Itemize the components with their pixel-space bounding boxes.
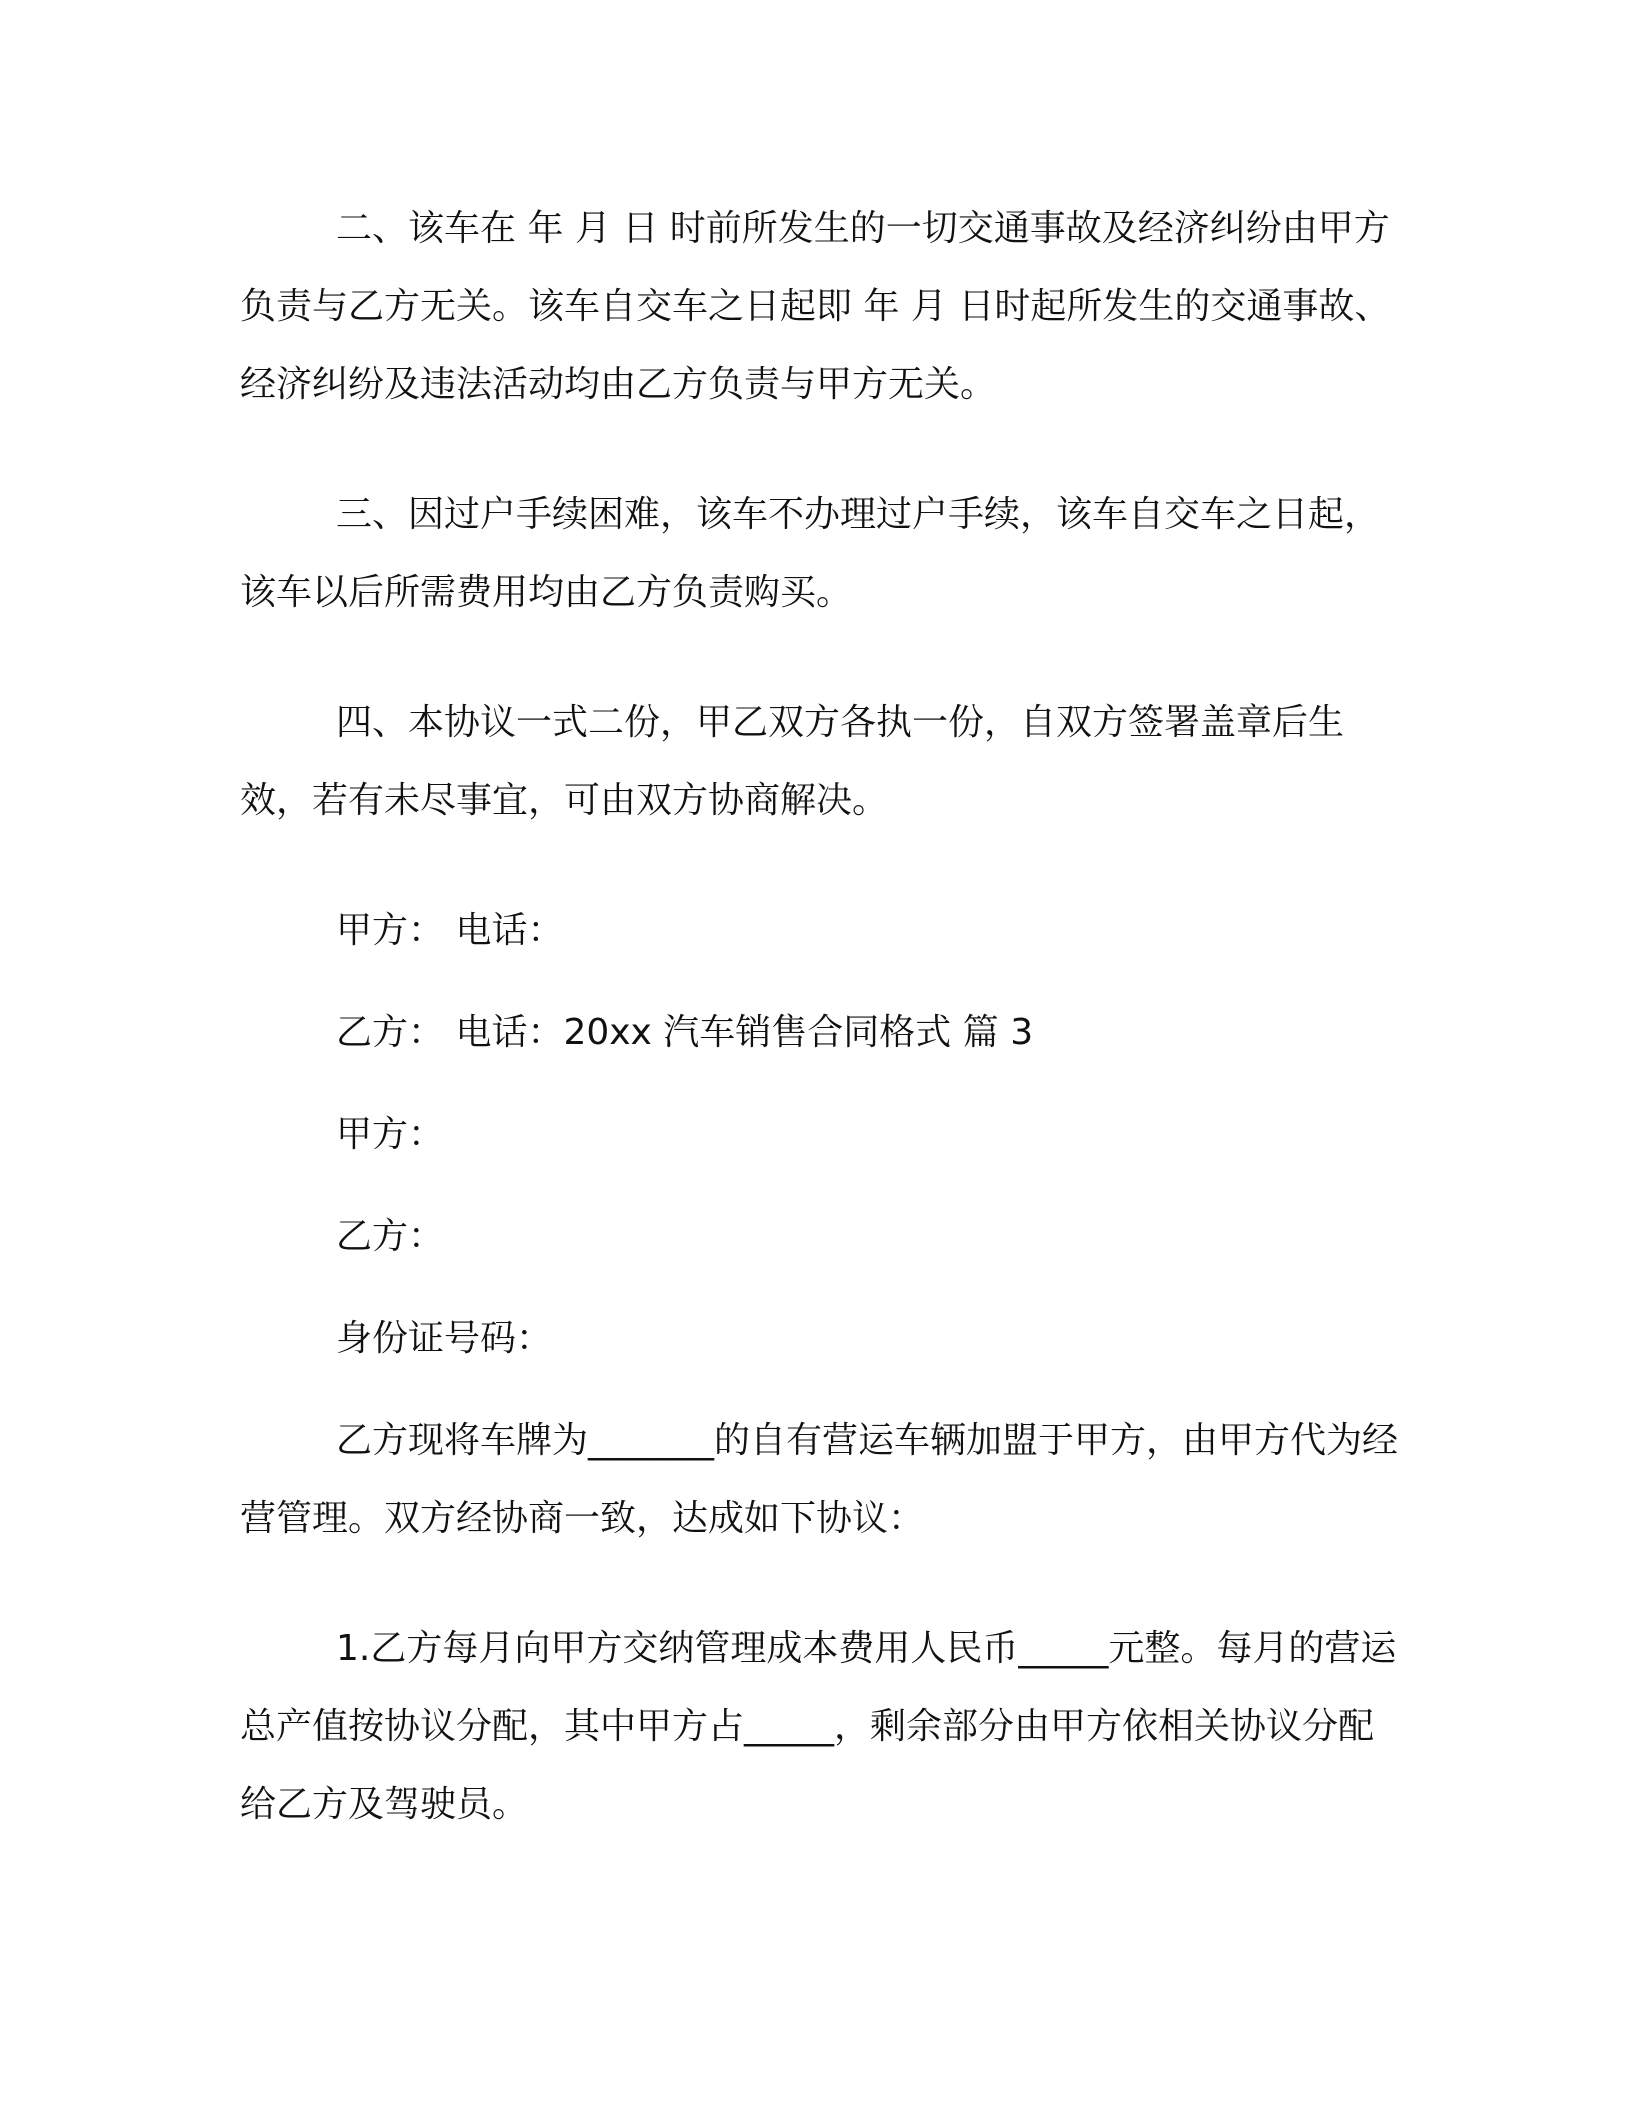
id-number-line: 身份证号码： <box>336 1318 553 1359</box>
document-body <box>240 190 1400 1896</box>
clause-three: 三、因过户手续困难，该车不办理过户手续，该车自交车之日起，该车以后所需费用均由乙方负责购买。 <box>240 494 1381 613</box>
agreement-intro: 乙方现将车牌为_______的自有营运车辆加盟于甲方，由甲方代为经营管理。双方经协商一致，达成如下协议： <box>240 1420 1399 1539</box>
party-b-phone-line: 乙方： 电话：20xx 汽车销售合同格式 篇 3 <box>336 1012 1034 1053</box>
party-a-phone-line: 甲方： 电话： <box>336 910 564 951</box>
clause-four: 四、本协议一式二份，甲乙双方各执一份，自双方签署盖章后生效，若有未尽事宜，可由双方协商解决。 <box>240 702 1345 821</box>
clause-1-fees: 1.乙方每月向甲方交纳管理成本费用人民币_____元整。每月的营运总产值按协议分配，其中甲方占_____，剩余部分由甲方依相关协议分配给乙方及驾驶员。 <box>240 1628 1397 1825</box>
party-a-line: 甲方： <box>336 1114 445 1155</box>
clause-two: 二、该车在 年 月 日 时前所发生的一切交通事故及经济纠纷由甲方负责与乙方无关。该车自交车之日起即 年 月 日时起所发生的交通事故、经济纠纷及违法活动均由乙方负责与甲方无关。 <box>240 208 1391 405</box>
party-b-line: 乙方： <box>336 1216 445 1257</box>
